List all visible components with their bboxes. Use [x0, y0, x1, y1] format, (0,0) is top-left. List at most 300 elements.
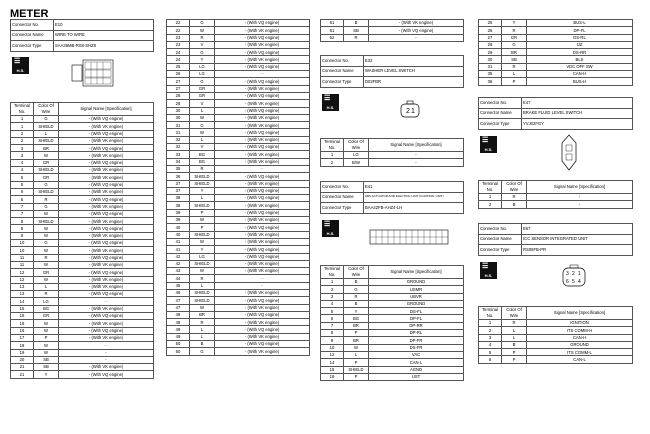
- connector-name-label: Connector Name: [321, 192, 364, 203]
- signal-name: DP-RR: [369, 322, 464, 329]
- table-row: [321, 152, 464, 159]
- terminal-no: 22: [167, 27, 190, 34]
- e47-connector-diagram: [559, 133, 579, 173]
- table-row: [479, 63, 633, 70]
- wire-color: W: [190, 268, 215, 275]
- table-row: [167, 187, 310, 194]
- terminal-no: 4: [11, 167, 34, 174]
- table-row: [479, 20, 633, 27]
- table-row: [167, 304, 310, 311]
- signal-name: - (With VK engine): [215, 100, 310, 107]
- wire-color: B: [344, 279, 369, 286]
- wire-color: L: [190, 107, 215, 114]
- table-row: [167, 195, 310, 202]
- signal-name: CAN-L: [527, 356, 633, 363]
- wire-color: R: [190, 165, 215, 172]
- wire-color: G: [344, 286, 369, 293]
- signal-name: - (With VQ engine): [59, 196, 154, 203]
- signal-name: - (With VQ engine): [215, 297, 310, 304]
- signal-name: CAN-L: [369, 359, 464, 366]
- wire-color: GR: [190, 92, 215, 99]
- table-row: [167, 282, 310, 289]
- terminal-no: 31: [167, 129, 190, 136]
- signal-name: UBVR: [369, 293, 464, 300]
- signal-name: GROUND: [369, 279, 464, 286]
- terminal-no: 30: [167, 114, 190, 121]
- table-row: [11, 137, 154, 144]
- wire-color: GR: [34, 159, 59, 166]
- signal-name: DP-RL: [369, 330, 464, 337]
- terminal-header: Terminal No.: [479, 181, 502, 194]
- e67-connector-name: ICC SENSOR INTEGRATED UNIT: [522, 234, 633, 245]
- signal-name: - (With VQ engine): [59, 225, 154, 232]
- table-row: [11, 298, 154, 305]
- table-row: [167, 144, 310, 151]
- wire-color: V: [190, 144, 215, 151]
- terminal-no: 11: [11, 261, 34, 268]
- table-row: [11, 269, 154, 276]
- table-row: [321, 344, 464, 351]
- connector-type-label: Connector Type: [11, 41, 54, 52]
- table-row: [167, 231, 310, 238]
- table-row: [167, 311, 310, 318]
- terminal-no: 41: [167, 246, 190, 253]
- wire-color: SHIELD: [190, 231, 215, 238]
- table-row: [321, 322, 464, 329]
- terminal-no: 8: [11, 225, 34, 232]
- terminal-no: 3: [321, 293, 344, 300]
- terminal-no: 1: [11, 116, 34, 123]
- table-row: [11, 261, 154, 268]
- color-header: Color Of Wire: [34, 103, 59, 116]
- signal-name: GROUND: [369, 300, 464, 307]
- e67-pin-label: 2: [572, 271, 575, 277]
- connector-name-label: Connector Name: [321, 66, 364, 77]
- terminal-no: 37: [167, 180, 190, 187]
- connector-type-label: Connector Type: [479, 245, 522, 256]
- terminal-no: 30: [479, 56, 502, 63]
- terminal-no: 1: [11, 123, 34, 130]
- signal-name: DS-RR: [527, 49, 633, 56]
- signal-name: DS-FR: [369, 344, 464, 351]
- signal-header: Signal Name [Specification]: [59, 103, 154, 116]
- table-row: [321, 293, 464, 300]
- table-row: [11, 327, 154, 334]
- table-row: [167, 217, 310, 224]
- terminal-no: 39: [167, 217, 190, 224]
- terminal-no: 4: [11, 159, 34, 166]
- terminal-no: 32: [167, 136, 190, 143]
- terminal-no: 15: [11, 305, 34, 312]
- signal-name: - (With VK engine): [59, 276, 154, 283]
- terminal-no: 29: [479, 49, 502, 56]
- e10-connector-diagram: [70, 57, 115, 89]
- wire-color: Y: [34, 371, 59, 378]
- wire-color: GR: [34, 269, 59, 276]
- terminal-no: 8: [11, 218, 34, 225]
- wire-color: G: [34, 116, 59, 123]
- e67-connector-diagram: [561, 264, 587, 290]
- color-header: Color Of Wire: [344, 139, 369, 152]
- terminal-no: 16: [11, 320, 34, 327]
- table-row: [167, 107, 310, 114]
- signal-name: - (With VK engine): [215, 333, 310, 340]
- wire-color: BG: [190, 158, 215, 165]
- e10-terminal-table-d: [478, 19, 633, 86]
- signal-name: - (With VQ engine): [215, 129, 310, 136]
- wire-color: V: [190, 100, 215, 107]
- signal-name: - (With VK engine): [59, 123, 154, 130]
- terminal-no: 36: [167, 173, 190, 180]
- wire-color: G: [190, 122, 215, 129]
- terminal-header: Terminal No.: [321, 139, 344, 152]
- signal-name: -: [215, 275, 310, 282]
- e67-connector-no: E67: [522, 224, 633, 235]
- signal-name: - (With VQ engine): [59, 254, 154, 261]
- table-row: [11, 167, 154, 174]
- wire-color: P: [344, 330, 369, 337]
- table-row: [167, 173, 310, 180]
- e47-connector-type: YVJ02FGY: [522, 119, 633, 130]
- wire-color: B: [190, 341, 215, 348]
- terminal-no: 19: [11, 349, 34, 356]
- signal-name: - (With VQ engine): [59, 291, 154, 298]
- wire-color: SB: [344, 27, 369, 34]
- terminal-no: 13: [11, 283, 34, 290]
- terminal-no: 13: [11, 291, 34, 298]
- terminal-no: 34: [167, 158, 190, 165]
- table-row: [167, 85, 310, 92]
- wire-color: SHIELD: [34, 218, 59, 225]
- wire-color: SHIELD: [190, 297, 215, 304]
- table-row: [321, 373, 464, 380]
- wire-color: Y: [190, 56, 215, 63]
- wire-color: W: [190, 27, 215, 34]
- table-row: [167, 165, 310, 172]
- signal-name: - (With VQ engine): [59, 327, 154, 334]
- table-row: [479, 356, 633, 363]
- e47-connector-name: BRAKE FLUID LEVEL SWITCH: [522, 108, 633, 119]
- e32-connector-type: D02FBR: [364, 77, 464, 88]
- signal-name: - (With VQ engine): [215, 20, 310, 27]
- wire-color: L: [190, 282, 215, 289]
- table-row: [167, 180, 310, 187]
- wire-color: W: [190, 217, 215, 224]
- terminal-no: 26: [167, 71, 190, 78]
- signal-name: -: [215, 165, 310, 172]
- terminal-no: 27: [479, 34, 502, 41]
- wire-color: SB: [502, 56, 527, 63]
- terminal-no: 30: [167, 107, 190, 114]
- signal-name: - (With VQ engine): [215, 34, 310, 41]
- table-row: [11, 152, 154, 159]
- e41-connector-info: [320, 181, 464, 214]
- wire-color: G: [190, 49, 215, 56]
- table-row: [167, 202, 310, 209]
- terminal-no: 24: [167, 49, 190, 56]
- signal-name: AGND: [369, 366, 464, 373]
- wire-color: Y: [502, 20, 527, 27]
- signal-name: - (With VQ engine): [215, 253, 310, 260]
- table-row: [11, 313, 154, 320]
- table-row: [479, 71, 633, 78]
- table-row: [321, 159, 464, 166]
- table-row: [167, 297, 310, 304]
- terminal-no: 22: [167, 20, 190, 27]
- connector-type-label: Connector Type: [321, 77, 364, 88]
- e47-terminal-table: [478, 180, 633, 209]
- wire-color: SHIELD: [34, 188, 59, 195]
- wire-color: W: [190, 238, 215, 245]
- signal-name: -: [215, 282, 310, 289]
- table-row: [11, 334, 154, 341]
- signal-name: - (With VK engine): [215, 304, 310, 311]
- wire-color: R: [344, 34, 369, 41]
- table-row: [479, 341, 633, 348]
- terminal-no: 2: [479, 327, 502, 334]
- table-row: [321, 286, 464, 293]
- table-row: [11, 210, 154, 217]
- signal-name: - (With VK engine): [59, 152, 154, 159]
- signal-name: DP-FR: [369, 337, 464, 344]
- terminal-no: 38: [167, 195, 190, 202]
- wire-color: W: [190, 114, 215, 121]
- terminal-no: 47: [167, 297, 190, 304]
- signal-name: - (With VK engine): [215, 202, 310, 209]
- terminal-no: 51: [321, 27, 344, 34]
- terminal-no: 36: [479, 78, 502, 85]
- connector-type-label: Connector Type: [321, 203, 364, 214]
- signal-name: - (With VK engine): [215, 85, 310, 92]
- wire-color: Y: [190, 246, 215, 253]
- table-row: [321, 359, 464, 366]
- wire-color: G: [190, 20, 215, 27]
- signal-name: -: [369, 34, 464, 41]
- signal-name: - (With VK engine): [215, 238, 310, 245]
- terminal-no: 12: [11, 276, 34, 283]
- wire-color: R: [34, 291, 59, 298]
- page-title: METER: [10, 8, 49, 20]
- wire-color: GR: [190, 85, 215, 92]
- table-row: [11, 247, 154, 254]
- signal-name: DS-RL: [527, 34, 633, 41]
- wire-color: L: [190, 195, 215, 202]
- wire-color: W: [34, 327, 59, 334]
- signal-name: - (With VK engine): [215, 319, 310, 326]
- wire-color: BG: [190, 151, 215, 158]
- table-row: [11, 342, 154, 349]
- terminal-no: 28: [167, 92, 190, 99]
- signal-name: - (With VK engine): [215, 231, 310, 238]
- e47-connector-no: E47: [522, 98, 633, 109]
- wire-color: LG: [190, 253, 215, 260]
- terminal-no: 6: [321, 315, 344, 322]
- table-row: [321, 279, 464, 286]
- signal-name: CAN-H: [527, 71, 633, 78]
- wire-color: B/W: [344, 159, 369, 166]
- table-row: [321, 337, 464, 344]
- wire-color: W: [34, 349, 59, 356]
- table-row: [479, 201, 633, 208]
- signal-name: - (With VQ engine): [215, 326, 310, 333]
- signal-name: - (With VQ engine): [215, 92, 310, 99]
- wire-color: BR: [34, 145, 59, 152]
- signal-name: - (With VK engine): [215, 122, 310, 129]
- hs-icon: ☰ H.S.: [480, 136, 497, 153]
- terminal-header: Terminal No.: [321, 266, 344, 279]
- wire-color: W: [34, 225, 59, 232]
- terminal-no: 18: [11, 342, 34, 349]
- terminal-no: 19: [321, 373, 344, 380]
- table-row: [11, 371, 154, 378]
- connector-name-label: Connector Name: [479, 108, 522, 119]
- signal-name: -: [59, 298, 154, 305]
- table-row: [479, 27, 633, 34]
- wire-color: L: [502, 334, 527, 341]
- terminal-no: 1: [321, 279, 344, 286]
- wire-color: L: [502, 327, 527, 334]
- signal-name: - (With VK engine): [215, 180, 310, 187]
- wire-color: Y: [344, 308, 369, 315]
- hs-icon: ☰ H.S.: [322, 94, 339, 111]
- table-row: [321, 330, 464, 337]
- table-row: [11, 181, 154, 188]
- signal-name: - (With VK engine): [59, 203, 154, 210]
- wire-color: BR: [190, 311, 215, 318]
- table-row: [321, 351, 464, 358]
- signal-name: DP-FL: [369, 315, 464, 322]
- connector-name-label: Connector Name: [479, 234, 522, 245]
- table-row: [167, 348, 310, 355]
- table-row: [167, 341, 310, 348]
- terminal-no: 4: [321, 300, 344, 307]
- signal-name: - (With VK engine): [215, 268, 310, 275]
- signal-name: CAN-H: [527, 334, 633, 341]
- table-row: [11, 130, 154, 137]
- terminal-no: 5: [321, 308, 344, 315]
- table-row: [167, 268, 310, 275]
- signal-name: - (With VK engine): [59, 334, 154, 341]
- terminal-no: 1: [479, 320, 502, 327]
- signal-name: DP-FL: [527, 27, 633, 34]
- e32-pin-label: 2: [406, 108, 410, 115]
- terminal-no: 4: [479, 341, 502, 348]
- table-row: [321, 300, 464, 307]
- e32-connector-name: WASHER LEVEL SWITCH: [364, 66, 464, 77]
- terminal-no: 2: [11, 130, 34, 137]
- signal-name: -: [215, 71, 310, 78]
- signal-name: - (With VQ engine): [215, 187, 310, 194]
- table-row: [167, 289, 310, 296]
- terminal-no: 14: [321, 359, 344, 366]
- e41-terminal-table: [320, 265, 464, 381]
- terminal-no: 33: [167, 151, 190, 158]
- signal-name: - (With VK engine): [59, 261, 154, 268]
- terminal-no: 42: [167, 260, 190, 267]
- signal-name: - (With VK engine): [215, 217, 310, 224]
- terminal-no: 51: [321, 20, 344, 27]
- table-row: [321, 34, 464, 41]
- table-row: [167, 224, 310, 231]
- terminal-no: 15: [321, 366, 344, 373]
- wire-color: W: [34, 210, 59, 217]
- signal-name: - (With VQ engine): [59, 240, 154, 247]
- table-row: [321, 315, 464, 322]
- terminal-no: 9: [321, 337, 344, 344]
- terminal-no: 26: [479, 27, 502, 34]
- e10-connector-type: SAA36MB-RS8-SHZ8: [54, 41, 154, 52]
- table-row: [479, 349, 633, 356]
- signal-name: - (With VQ engine): [369, 27, 464, 34]
- terminal-no: 2: [321, 159, 344, 166]
- table-row: [167, 246, 310, 253]
- terminal-no: 35: [479, 71, 502, 78]
- wire-color: R: [502, 27, 527, 34]
- hs-icon: ☰ H.S.: [322, 220, 339, 237]
- e41-connector-name: ABS ACTUATOR AND ELECTRIC UNIT (CONTROL UNIT): [364, 192, 464, 203]
- terminal-no: 37: [167, 187, 190, 194]
- wire-color: G: [34, 240, 59, 247]
- table-row: [167, 71, 310, 78]
- table-row: [167, 34, 310, 41]
- signal-name: -: [59, 356, 154, 363]
- signal-name: - (With VQ engine): [59, 313, 154, 320]
- signal-name: - (With VQ engine): [215, 224, 310, 231]
- signal-name: - (With VK engine): [215, 158, 310, 165]
- terminal-no: 21: [11, 364, 34, 371]
- signal-header: Signal Name [Specification]: [369, 139, 464, 152]
- wire-color: SHIELD: [190, 180, 215, 187]
- terminal-no: 3: [479, 334, 502, 341]
- table-row: [167, 56, 310, 63]
- table-row: [479, 320, 633, 327]
- wire-color: SHIELD: [190, 202, 215, 209]
- wire-color: R: [34, 196, 59, 203]
- signal-name: - (With VK engine): [59, 137, 154, 144]
- terminal-no: 10: [11, 240, 34, 247]
- table-row: [11, 123, 154, 130]
- signal-name: - (With VK engine): [369, 20, 464, 27]
- terminal-no: 47: [167, 304, 190, 311]
- signal-name: - (With VQ engine): [215, 209, 310, 216]
- signal-name: - (With VK engine): [59, 283, 154, 290]
- e10-connector-info: [10, 19, 154, 52]
- table-row: [479, 194, 633, 201]
- wire-color: V: [190, 41, 215, 48]
- signal-header: Signal Name [Specification]: [369, 266, 464, 279]
- table-row: [479, 334, 633, 341]
- signal-name: VDC OFF SW: [527, 63, 633, 70]
- signal-name: - (With VQ engine): [215, 144, 310, 151]
- wire-color: SHIELD: [34, 123, 59, 130]
- wire-color: P: [190, 224, 215, 231]
- connector-no-label: Connector No.: [321, 56, 364, 67]
- signal-name: - (With VQ engine): [59, 145, 154, 152]
- table-row: [479, 49, 633, 56]
- wire-color: W: [190, 304, 215, 311]
- terminal-no: 28: [479, 41, 502, 48]
- terminal-no: 5: [479, 349, 502, 356]
- terminal-no: 41: [167, 238, 190, 245]
- table-row: [167, 136, 310, 143]
- table-row: [167, 63, 310, 70]
- wire-color: R: [190, 275, 215, 282]
- signal-name: -: [59, 349, 154, 356]
- terminal-no: 1: [321, 152, 344, 159]
- table-row: [11, 291, 154, 298]
- terminal-no: 3: [11, 145, 34, 152]
- signal-header: Signal Name [Specification]: [527, 181, 633, 194]
